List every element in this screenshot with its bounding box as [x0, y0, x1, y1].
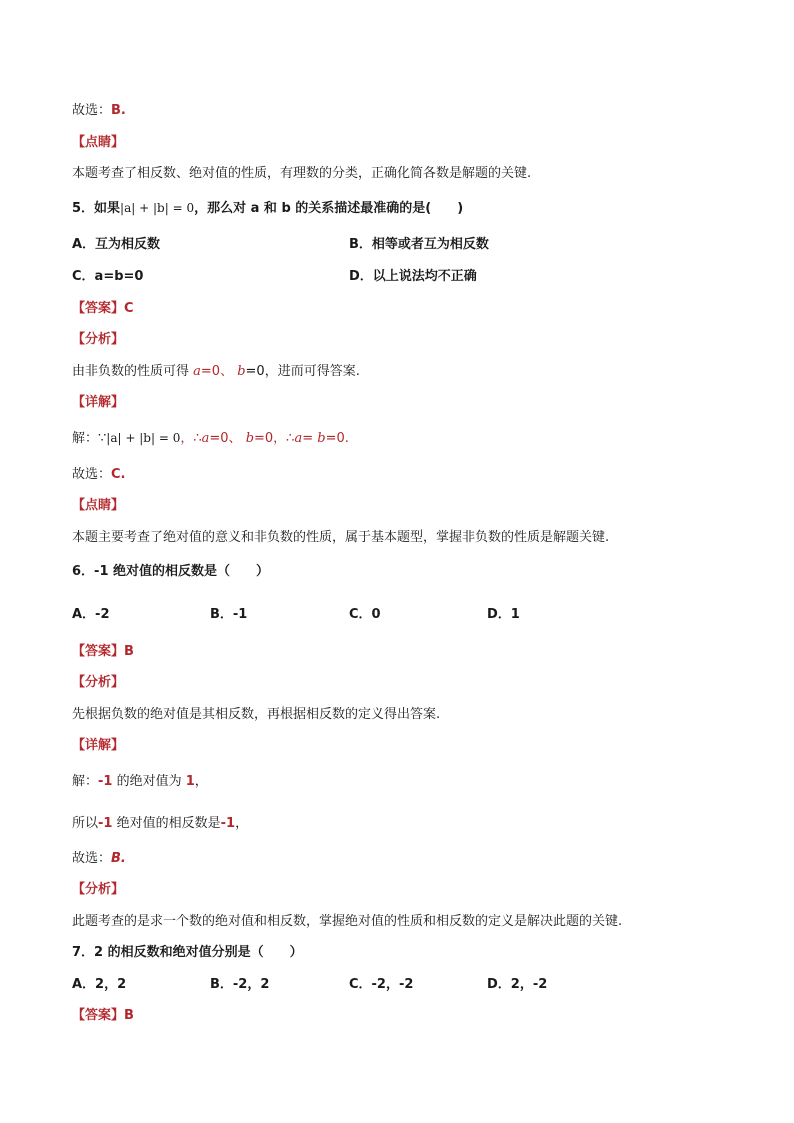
option-d: D．2，-2	[487, 977, 548, 992]
solution-line	[72, 429, 349, 448]
answer-choice-line	[72, 102, 126, 120]
var-a: a	[201, 431, 210, 446]
option-a: A．2，2	[72, 977, 127, 992]
solution-line	[72, 815, 248, 833]
var-b: b	[245, 431, 255, 446]
answer-line	[72, 1007, 134, 1025]
solution-line	[72, 773, 208, 791]
text-segment: 绝对值的相反数是	[112, 816, 221, 831]
question-number: 5．如果	[72, 201, 121, 216]
abs-b: |b|	[152, 201, 169, 215]
solution-prefix: 解：	[72, 431, 99, 446]
answer-choice-line	[72, 850, 126, 868]
choice-prefix: 故选：	[72, 103, 112, 118]
dianjing-text: 本题主要考查了绝对值的意义和非负数的性质，属于基本题型，掌握非负数的性质是解题关键.	[72, 530, 610, 545]
because-symbol: ∵	[98, 431, 107, 446]
text-segment: =0、	[200, 364, 238, 379]
value: 1	[185, 774, 195, 789]
value: -1	[98, 774, 113, 789]
section-tag-dianjing: 【点睛】	[72, 498, 125, 513]
text-segment: =0、	[209, 431, 246, 446]
var-a: a	[294, 431, 303, 446]
value: -1	[220, 816, 236, 831]
section-tag-dianjing: 【点睛】	[72, 135, 125, 150]
choice-answer: B.	[111, 851, 126, 866]
var-b: b	[237, 364, 246, 379]
text-segment: =0，进而可得答案.	[245, 364, 360, 379]
question-7-title: 7．2 的相反数和绝对值分别是（ ）	[72, 945, 303, 960]
text-segment: 的绝对值为	[112, 774, 186, 789]
text-segment: ，∴	[180, 431, 202, 446]
abs-b: |b|	[139, 431, 156, 445]
text-segment: 由非负数的性质可得	[72, 364, 194, 379]
option-c: C．-2，-2	[349, 977, 414, 992]
section-tag-fenxi: 【分析】	[72, 332, 125, 347]
var-a: a	[193, 364, 201, 379]
choice-answer: C.	[111, 467, 126, 482]
option-d: D．以上说法均不正确	[349, 269, 477, 284]
option-d: D．1	[487, 607, 520, 622]
question-5-title	[72, 199, 463, 218]
text-segment: ，	[194, 774, 208, 789]
value: -1	[98, 816, 113, 831]
option-c: C．a=b=0	[72, 269, 144, 284]
answer-value: B	[124, 1008, 134, 1023]
plus-sign: +	[121, 431, 140, 445]
text-segment: =0，∴	[254, 431, 295, 446]
choice-prefix: 故选：	[72, 467, 112, 482]
text-segment: =	[302, 431, 318, 446]
question-text: ，那么对 a 和 b 的关系描述最准确的是( )	[194, 201, 464, 216]
option-b: B．-2，2	[210, 977, 270, 992]
fenxi-text: 此题考查的是求一个数的绝对值和相反数，掌握绝对值的性质和相反数的定义是解决此题的关键.	[72, 914, 623, 929]
choice-prefix: 故选：	[72, 851, 112, 866]
fenxi-text	[72, 363, 360, 381]
answer-line	[72, 300, 134, 318]
text-segment: ，	[235, 816, 249, 831]
fenxi-text: 先根据负数的绝对值是其相反数，再根据相反数的定义得出答案.	[72, 707, 441, 722]
section-tag-fenxi: 【分析】	[72, 675, 125, 690]
option-a: A．互为相反数	[72, 237, 161, 252]
answer-tag: 【答案】	[72, 1008, 125, 1023]
option-c: C．0	[349, 607, 381, 622]
abs-a: |a|	[120, 201, 136, 215]
answer-tag: 【答案】	[72, 301, 125, 316]
choice-answer: B.	[111, 103, 126, 118]
solution-prefix: 解：	[72, 774, 99, 789]
text-segment: =0.	[325, 431, 349, 446]
text-segment: 所以	[72, 816, 99, 831]
dianjing-text: 本题考查了相反数、绝对值的性质，有理数的分类，正确化简各数是解题的关键.	[72, 166, 532, 181]
plus-sign: +	[135, 201, 153, 215]
equals-zero: = 0	[155, 431, 181, 445]
answer-value: C	[124, 301, 134, 316]
equals-zero: = 0	[168, 201, 195, 215]
section-tag-xiangjie: 【详解】	[72, 395, 125, 410]
option-b: B．-1	[210, 607, 248, 622]
answer-line	[72, 643, 134, 661]
answer-choice-line	[72, 466, 126, 484]
section-tag-fenxi: 【分析】	[72, 882, 125, 897]
abs-a: |a|	[106, 431, 122, 445]
answer-tag: 【答案】	[72, 644, 125, 659]
var-b: b	[317, 431, 326, 446]
option-a: A．-2	[72, 607, 110, 622]
option-b: B．相等或者互为相反数	[349, 237, 489, 252]
question-6-title: 6．-1 绝对值的相反数是（ ）	[72, 564, 270, 579]
answer-value: B	[124, 644, 134, 659]
section-tag-xiangjie: 【详解】	[72, 738, 125, 753]
